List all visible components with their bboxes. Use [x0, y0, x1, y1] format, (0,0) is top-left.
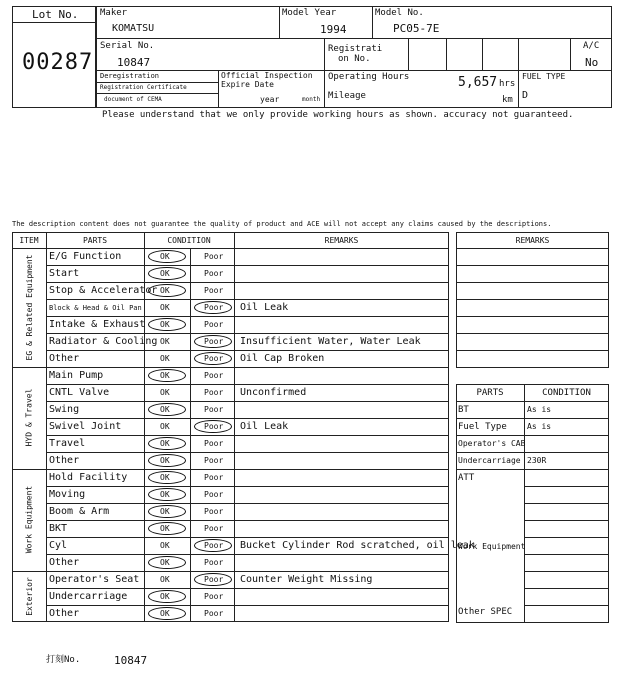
condition-col-header: CONDITION	[542, 388, 591, 398]
ok-label: OK	[160, 320, 170, 329]
part-label: Moving	[49, 489, 86, 500]
poor-label: Poor	[204, 558, 224, 567]
poor-label: Poor	[204, 354, 224, 363]
remarks-line	[456, 350, 609, 351]
att-row-line	[524, 486, 609, 487]
group-line	[12, 367, 449, 368]
part-label: Other	[49, 557, 80, 568]
poor-label: Poor	[204, 490, 224, 499]
description-notice: The description content does not guarantee the quality of product and ACE will not accept any claims caused by the descriptions.	[12, 220, 552, 228]
ok-selected-oval	[148, 471, 186, 484]
ok-selected-oval	[148, 369, 186, 382]
lot-label: Lot No.	[32, 8, 79, 21]
ok-label: OK	[160, 303, 170, 312]
work-equipment-label: Work Equipment	[458, 542, 526, 551]
ok-selected-oval	[148, 505, 186, 518]
row-line	[46, 265, 449, 266]
part-label: Boom & Arm	[49, 506, 110, 517]
stamp-label: 打刻No.	[46, 655, 81, 665]
part-label: Block & Head & Oil Pan	[49, 304, 142, 312]
ok-label: OK	[160, 252, 170, 261]
deregistration-label: Deregistration	[100, 72, 160, 80]
parts-row-label: Fuel Type	[458, 422, 507, 432]
remark-text: Unconfirmed	[240, 387, 307, 398]
ok-label: OK	[160, 388, 170, 397]
part-label: Other	[49, 353, 80, 364]
row-line	[46, 316, 449, 317]
poor-selected-oval	[194, 301, 232, 314]
part-label: Main Pump	[49, 370, 104, 381]
remark-text: Bucket Cylinder Rod scratched, oil leak	[240, 540, 475, 551]
cema-label: document of CEMA	[104, 96, 162, 103]
poor-label: Poor	[204, 303, 224, 312]
parts-row-label: Undercarriage	[458, 456, 521, 465]
group-line	[12, 469, 449, 470]
poor-selected-oval	[194, 539, 232, 552]
hrs-label: hrs	[499, 79, 516, 89]
ok-selected-oval	[148, 437, 186, 450]
poor-label: Poor	[204, 388, 224, 397]
poor-selected-oval	[194, 573, 232, 586]
group-label: Exterior	[24, 576, 34, 616]
poor-label: Poor	[204, 286, 224, 295]
row-line	[46, 605, 449, 606]
row-line	[46, 418, 449, 419]
remarks-line	[456, 265, 609, 266]
remarks-line	[456, 316, 609, 317]
ok-label: OK	[160, 490, 170, 499]
poor-label: Poor	[204, 252, 224, 261]
row-line	[46, 299, 449, 300]
ok-selected-oval	[148, 556, 186, 569]
remarks-line	[456, 248, 609, 249]
row-line	[46, 588, 449, 589]
part-label: Undercarriage	[49, 591, 128, 602]
remarks-frame	[456, 232, 609, 368]
part-label: E/G Function	[49, 251, 122, 262]
poor-label: Poor	[204, 320, 224, 329]
ok-label: OK	[160, 473, 170, 482]
part-label: Swing	[49, 404, 80, 415]
serial-label: Serial No.	[100, 41, 155, 51]
parts-row-line	[456, 401, 609, 402]
group-label: Work Equipment	[24, 485, 34, 554]
row-line	[46, 452, 449, 453]
inspection-label-2: Expire Date	[221, 80, 274, 89]
ok-label: OK	[160, 269, 170, 278]
parts-row-line	[456, 418, 609, 419]
part-label: Other	[49, 608, 80, 619]
att-label: ATT	[458, 473, 475, 483]
part-label: Radiator & Cooling	[49, 336, 158, 347]
col-header-remarks: REMARKS	[324, 236, 359, 245]
ok-label: OK	[160, 371, 170, 380]
att-row-line	[524, 605, 609, 606]
part-label: CNTL Valve	[49, 387, 110, 398]
remark-text: Counter Weight Missing	[240, 574, 373, 585]
inspection-label-1: Official Inspection	[221, 71, 313, 80]
ok-label: OK	[160, 286, 170, 295]
row-line	[46, 486, 449, 487]
lot-number: 00287	[22, 50, 94, 75]
stamp-value: 10847	[114, 654, 148, 667]
row-line	[46, 520, 449, 521]
parts-row-condition: 230R	[527, 456, 547, 465]
ac-label: A/C	[583, 41, 600, 51]
row-line	[46, 537, 449, 538]
parts-col-header: PARTS	[476, 388, 504, 398]
ok-selected-oval	[148, 607, 186, 620]
fuel-type-label: FUEL TYPE	[522, 72, 566, 81]
part-label: Stop & Accelerator	[49, 285, 158, 296]
table-col-line	[234, 232, 235, 622]
operating-hours-value: 5,657	[458, 75, 498, 90]
part-label: Start	[49, 268, 80, 279]
ok-label: OK	[160, 422, 170, 431]
other-spec-label: Other SPEC	[458, 607, 513, 617]
ok-label: OK	[160, 439, 170, 448]
group-label: HYD & Travel	[24, 388, 34, 447]
poor-label: Poor	[204, 473, 224, 482]
att-row-line	[524, 571, 609, 572]
poor-label: Poor	[204, 575, 224, 584]
registration-label-2: on No.	[338, 54, 371, 64]
ok-label: OK	[160, 592, 170, 601]
ac-value: No	[585, 56, 599, 69]
operating-hours-label: Operating Hours	[328, 72, 410, 82]
reg-cert-label: Registration Certificate	[100, 84, 187, 91]
poor-label: Poor	[204, 541, 224, 550]
ok-selected-oval	[148, 403, 186, 416]
att-row-line	[524, 588, 609, 589]
row-line	[46, 384, 449, 385]
row-line	[46, 503, 449, 504]
ok-selected-oval	[148, 318, 186, 331]
poor-selected-oval	[194, 335, 232, 348]
remark-text: Oil Leak	[240, 421, 289, 432]
remarks-line	[456, 282, 609, 283]
registration-label-1: Registrati	[328, 44, 383, 54]
poor-label: Poor	[204, 422, 224, 431]
poor-label: Poor	[204, 405, 224, 414]
maker-value: KOMATSU	[112, 23, 155, 34]
poor-selected-oval	[194, 352, 232, 365]
header-line	[12, 248, 449, 249]
ok-selected-oval	[148, 284, 186, 297]
poor-label: Poor	[204, 439, 224, 448]
ok-label: OK	[160, 524, 170, 533]
model-no-value: PC05-7E	[393, 22, 440, 35]
parts-row-label: BT	[458, 405, 469, 415]
row-line	[46, 554, 449, 555]
row-line	[46, 282, 449, 283]
group-label: EG & Related Equipment	[24, 254, 34, 360]
ok-label: OK	[160, 405, 170, 414]
poor-label: Poor	[204, 609, 224, 618]
poor-label: Poor	[204, 524, 224, 533]
att-row-line	[524, 554, 609, 555]
remarks-header: REMARKS	[515, 236, 550, 245]
ok-selected-oval	[148, 267, 186, 280]
parts-row-condition: As is	[527, 422, 552, 431]
part-label: Intake & Exhaust	[49, 319, 146, 330]
ok-label: OK	[160, 456, 170, 465]
maker-label: Maker	[100, 8, 128, 18]
col-header-condition: CONDITION	[167, 236, 211, 245]
remark-text: Insufficient Water, Water Leak	[240, 336, 421, 347]
poor-label: Poor	[204, 269, 224, 278]
model-year-value: 1994	[320, 23, 347, 36]
part-label: Travel	[49, 438, 86, 449]
remarks-line	[456, 333, 609, 334]
parts-row-condition: As is	[527, 405, 552, 414]
parts-row-line	[456, 435, 609, 436]
ok-label: OK	[160, 337, 170, 346]
remarks-line	[456, 299, 609, 300]
poor-label: Poor	[204, 507, 224, 516]
att-row-line	[524, 520, 609, 521]
part-label: Cyl	[49, 540, 68, 551]
table-col-line	[46, 232, 47, 622]
parts-row-label: Operator's CAB	[458, 439, 526, 448]
remark-text: Oil Cap Broken	[240, 353, 325, 364]
ok-label: OK	[160, 558, 170, 567]
ok-selected-oval	[148, 590, 186, 603]
mileage-label: Mileage	[328, 91, 366, 101]
ok-selected-oval	[148, 522, 186, 535]
col-header-parts: PARTS	[82, 236, 108, 245]
ok-label: OK	[160, 541, 170, 550]
col-header-item: ITEM	[19, 236, 39, 245]
fuel-type-value: D	[522, 90, 529, 101]
row-line	[46, 333, 449, 334]
serial-value: 10847	[117, 56, 151, 69]
ok-label: OK	[160, 575, 170, 584]
ok-label: OK	[160, 507, 170, 516]
poor-label: Poor	[204, 371, 224, 380]
poor-selected-oval	[194, 420, 232, 433]
ok-selected-oval	[148, 454, 186, 467]
poor-label: Poor	[204, 456, 224, 465]
poor-label: Poor	[204, 592, 224, 601]
ok-label: OK	[160, 609, 170, 618]
part-label: BKT	[49, 523, 68, 534]
ok-selected-oval	[148, 488, 186, 501]
row-line	[46, 401, 449, 402]
model-year-label: Model Year	[282, 8, 337, 18]
km-label: km	[502, 95, 513, 105]
ok-selected-oval	[148, 250, 186, 263]
att-row-line	[524, 537, 609, 538]
part-label: Operator's Seat	[49, 574, 140, 585]
att-row-line	[524, 503, 609, 504]
part-label: Other	[49, 455, 80, 466]
parts-row-line	[456, 452, 609, 453]
row-line	[46, 435, 449, 436]
parts-row-line	[456, 469, 609, 470]
ok-label: OK	[160, 354, 170, 363]
part-label: Hold Facility	[49, 472, 128, 483]
poor-label: Poor	[204, 337, 224, 346]
hours-notice: Please understand that we only provide working hours as shown. accuracy not guaranteed.	[102, 110, 574, 120]
month-label: month	[302, 96, 321, 103]
group-line	[12, 571, 449, 572]
remark-text: Oil Leak	[240, 302, 289, 313]
year-label: year	[260, 95, 280, 104]
row-line	[46, 350, 449, 351]
model-no-label: Model No.	[375, 8, 424, 18]
part-label: Swivel Joint	[49, 421, 122, 432]
